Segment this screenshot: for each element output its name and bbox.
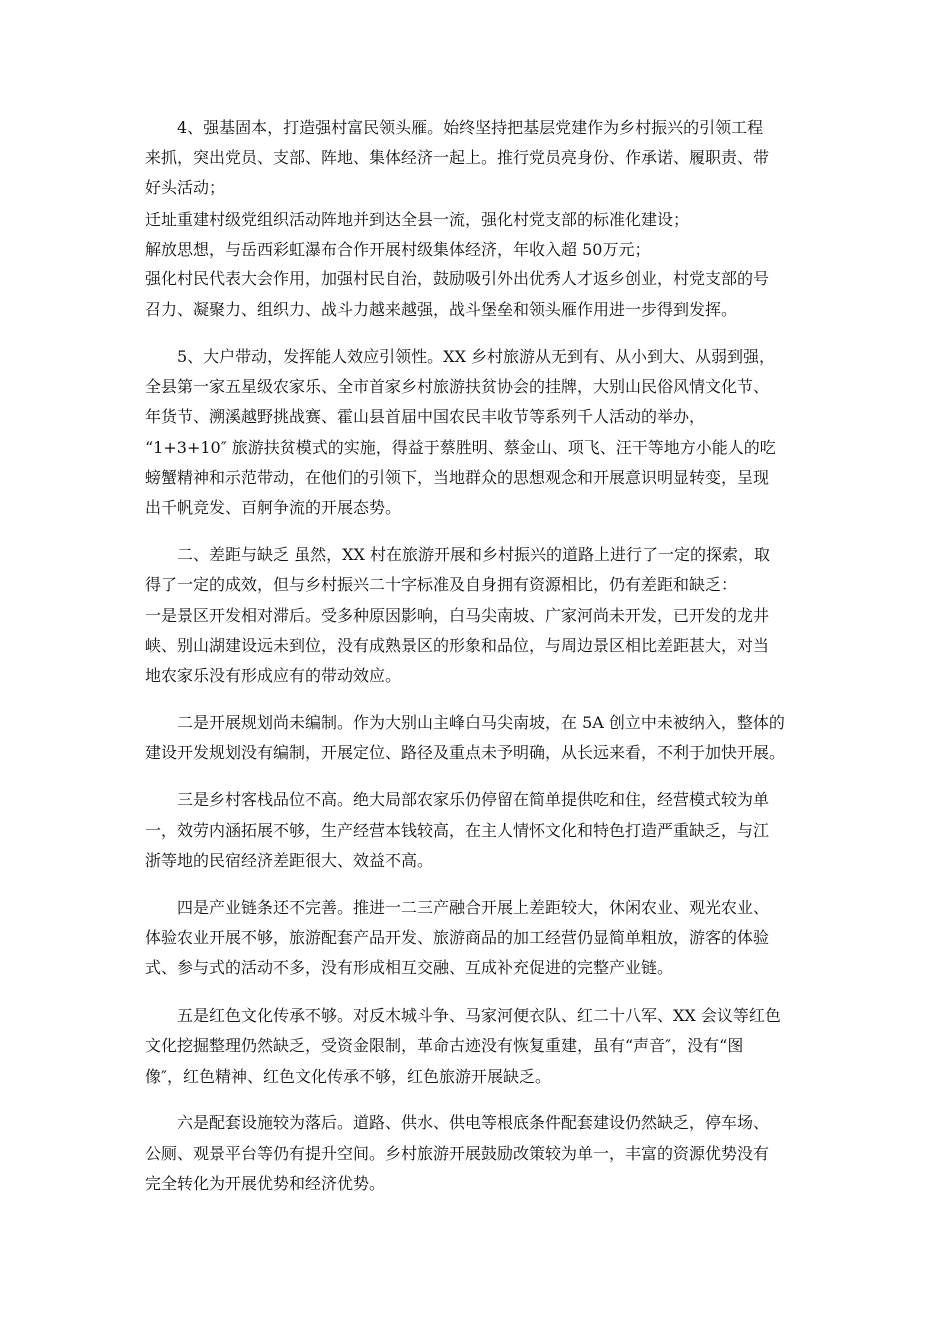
text-line: 召力、凝聚力、组织力、战斗力越来越强，战斗堡垒和领头雁作用进一步得到发挥。 xyxy=(145,300,738,319)
text-line: 式、参与式的活动不多，没有形成相互交融、互成补充促进的完整产业链。 xyxy=(145,958,674,977)
text-line: 四是产业链条还不完善。推进一二三产融合开展上差距较大，休闲农业、观光农业、 xyxy=(177,898,770,917)
text-line: 年货节、溯溪越野挑战赛、霍山县首届中国农民丰收节等系列千人活动的举办， xyxy=(145,407,706,426)
text-line: 出千帆竞发、百舸争流的开展态势。 xyxy=(145,498,402,517)
text-line: 像″，红色精神、红色文化传承不够，红色旅游开展缺乏。 xyxy=(145,1067,551,1086)
text-line: 建设开发规划没有编制，开展定位、路径及重点未予明确，从长远来看，不利于加快开展。 xyxy=(145,743,786,762)
text-line: 一，效劳内涵拓展不够，生产经营本钱较高，在主人情怀文化和特色打造严重缺乏，与江 xyxy=(145,821,770,840)
text-line: 二、差距与缺乏 虽然，XX 村在旅游开展和乡村振兴的道路上进行了一定的探索，取 xyxy=(177,545,770,564)
text-line: 地农家乐没有形成应有的带动效应。 xyxy=(145,666,402,685)
text-line: 峡、别山湖建设远未到位，没有成熟景区的形象和品位，与周边景区相比差距甚大，对当 xyxy=(145,636,770,655)
text-line: 完全转化为开展优势和经济优势。 xyxy=(145,1174,386,1193)
text-line: 文化挖掘整理仍然缺乏，受资金限制，革命古迹没有恢复重建，虽有“声音″，没有“图 xyxy=(145,1036,744,1055)
text-line: 二是开展规划尚未编制。作为大别山主峰白马尖南坡，在 5A 创立中未被纳入，整体的 xyxy=(177,713,785,732)
text-line: 来抓，突出党员、支部、阵地、集体经济一起上。推行党员亮身份、作承诺、履职责、带 xyxy=(145,148,770,167)
text-line: 好头活动； xyxy=(145,178,226,197)
text-line: 强化村民代表大会作用，加强村民自治，鼓励吸引外出优秀人才返乡创业，村党支部的号 xyxy=(145,269,770,288)
text-line: 得了一定的成效，但与乡村振兴二十字标准及自身拥有资源相比，仍有差距和缺乏： xyxy=(145,575,738,594)
text-line: “1+3+10″ 旅游扶贫模式的实施，得益于蔡胜明、蔡金山、项飞、汪干等地方小能人的吃 xyxy=(145,438,776,457)
text-line: 全县第一家五星级农家乐、全市首家乡村旅游扶贫协会的挂牌，大别山民俗风情文化节、 xyxy=(145,377,770,396)
text-line: 浙等地的民宿经济差距很大、效益不高。 xyxy=(145,851,434,870)
text-line: 三是乡村客栈品位不高。绝大局部农家乐仍停留在简单提供吃和住，经营模式较为单 xyxy=(177,790,770,809)
text-line: 5、大户带动，发挥能人效应引领性。XX 乡村旅游从无到有、从小到大、从弱到强， xyxy=(177,347,776,366)
text-line: 公厕、观景平台等仍有提升空间。乡村旅游开展鼓励改策较为单一，丰富的资源优势没有 xyxy=(145,1144,770,1163)
text-line: 解放思想，与岳西彩虹瀑布合作开展村级集体经济，年收入超 50万元； xyxy=(145,240,651,259)
text-line: 迁址重建村级党组织活动阵地并到达全县一流，强化村党支部的标准化建设； xyxy=(145,210,690,229)
text-line: 六是配套设施较为落后。道路、供水、供电等根底条件配套建设仍然缺乏，停车场、 xyxy=(177,1113,770,1132)
text-line: 体验农业开展不够，旅游配套产品开发、旅游商品的加工经营仍显简单粗放，游客的体验 xyxy=(145,928,770,947)
text-line: 五是红色文化传承不够。对反木城斗争、马家河便衣队、红二十八军、XX 会议等红色 xyxy=(177,1006,781,1025)
text-line: 4、强基固本，打造强村富民领头雁。始终坚持把基层党建作为乡村振兴的引领工程 xyxy=(177,118,764,137)
text-line: 螃蟹精神和示范带动，在他们的引领下，当地群众的思想观念和开展意识明显转变，呈现 xyxy=(145,468,770,487)
text-line: 一是景区开发相对滞后。受多种原因影响，白马尖南坡、广家河尚未开发，已开发的龙井 xyxy=(145,606,770,625)
